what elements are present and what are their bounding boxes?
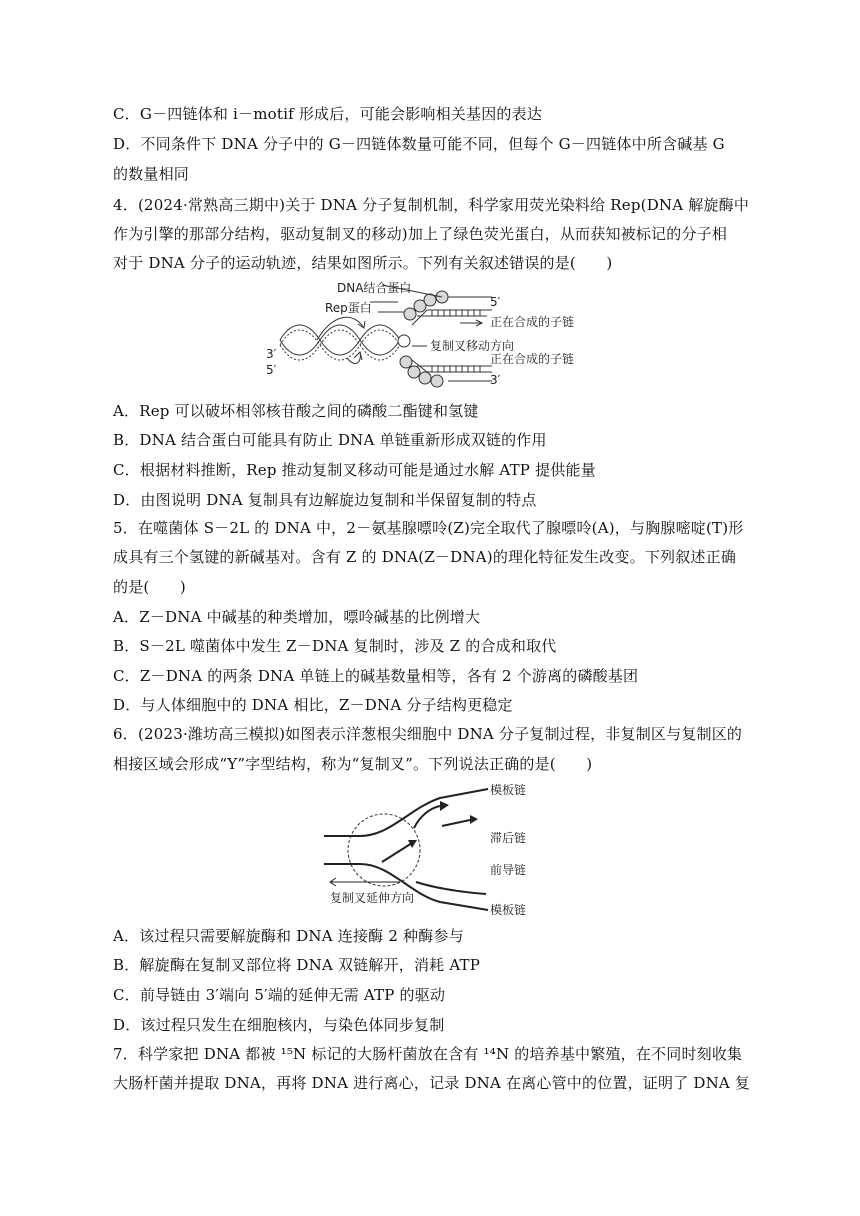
option-5c: C．Z－DNA 的两条 DNA 单链上的碱基数量相等，各有 2 个游离的磷酸基团 bbox=[113, 667, 639, 685]
option-6a: A．该过程只需要解旋酶和 DNA 连接酶 2 种酶参与 bbox=[113, 927, 464, 945]
option-6c: C．前导链由 3′端向 5′端的延伸无需 ATP 的驱动 bbox=[113, 986, 446, 1004]
label-left-3: 3′ bbox=[266, 347, 277, 361]
figure-rep-fork bbox=[262, 280, 622, 392]
label-new-strand-bottom: 正在合成的子链 bbox=[490, 352, 575, 366]
dna-helix bbox=[280, 317, 400, 363]
option-6b: B．解旋酶在复制叉部位将 DNA 双链解开，消耗 ATP bbox=[113, 956, 481, 974]
label-3-bottom: 3′ bbox=[490, 373, 501, 387]
question-4-stem: 4．(2024·常熟高三期中)关于 DNA 分子复制机制，科学家用荧光染料给 Rep(DNA 解旋酶中 bbox=[113, 196, 750, 214]
option-4a: A．Rep 可以破坏相邻核苷酸之间的磷酸二酯键和氢键 bbox=[113, 402, 479, 420]
option-5a: A．Z－DNA 中碱基的种类增加，嘌呤碱基的比例增大 bbox=[113, 608, 481, 626]
extension-arrow bbox=[330, 878, 400, 886]
label-left-5: 5′ bbox=[266, 363, 277, 377]
option-3c: C．G－四链体和 i－motif 形成后，可能会影响相关基因的表达 bbox=[113, 105, 543, 123]
question-7-stem-2: 大肠杆菌并提取 DNA，再将 DNA 进行离心，记录 DNA 在离心管中的位置，证明了 DNA 复 bbox=[113, 1074, 751, 1092]
label-dna-binding-protein: DNA结合蛋白 bbox=[337, 281, 412, 295]
label-new-strand-top: 正在合成的子链 bbox=[490, 315, 575, 329]
fork-circle bbox=[348, 814, 420, 886]
question-7-stem: 7．科学家把 DNA 都被 ¹⁵N 标记的大肠杆菌放在含有 ¹⁴N 的培养基中繁殖，在不同时刻收集 bbox=[113, 1045, 743, 1063]
question-4-stem-3: 对于 DNA 分子的运动轨迹，结果如图所示。下列有关叙述错误的是( ) bbox=[113, 254, 613, 272]
question-4-stem-2: 作为引擎的那部分结构，驱动复制叉的移动)加上了绿色荧光蛋白，从而获知被标记的分子相 bbox=[113, 225, 728, 243]
rep-protein-circle bbox=[398, 335, 410, 347]
question-6-stem: 6．(2023·潍坊高三模拟)如图表示洋葱根尖细胞中 DNA 分子复制过程，非复制区与复制区的 bbox=[113, 725, 743, 743]
question-5-stem: 5．在噬菌体 S－2L 的 DNA 中，2－氨基腺嘌呤(Z)完全取代了腺嘌呤(A)，与胸腺嘧啶(T)形 bbox=[113, 519, 744, 537]
question-5-stem-2: 成具有三个氢键的新碱基对。含有 Z 的 DNA(Z－DNA)的理化特征发生改变。下列叙述正确 bbox=[113, 548, 737, 566]
option-3d: D．不同条件下 DNA 分子中的 G－四链体数量可能不同，但每个 G－四链体中所含碱基 G bbox=[113, 135, 725, 153]
figure-y-fork bbox=[320, 778, 550, 920]
option-5b: B．S－2L 噬菌体中发生 Z－DNA 复制时，涉及 Z 的合成和取代 bbox=[113, 637, 557, 655]
label-fork-direction: 复制叉移动方向 bbox=[430, 339, 515, 353]
option-5d: D．与人体细胞中的 DNA 相比，Z－DNA 分子结构更稳定 bbox=[113, 696, 513, 714]
label-rep-protein: Rep蛋白 bbox=[325, 301, 372, 315]
question-5-stem-3: 的是( ) bbox=[113, 578, 186, 596]
label-fork-extension: 复制叉延伸方向 bbox=[330, 891, 415, 905]
option-4d: D．由图说明 DNA 复制具有边解旋边复制和半保留复制的特点 bbox=[113, 491, 537, 509]
label-5-top: 5′ bbox=[490, 295, 501, 309]
option-6d: D．该过程只发生在细胞核内，与染色体同步复制 bbox=[113, 1016, 445, 1034]
option-4b: B．DNA 结合蛋白可能具有防止 DNA 单链重新形成双链的作用 bbox=[113, 431, 547, 449]
label-leading: 前导链 bbox=[490, 863, 527, 877]
label-template-bottom: 模板链 bbox=[490, 903, 527, 917]
option-4c: C．根据材料推断，Rep 推动复制叉移动可能是通过水解 ATP 提供能量 bbox=[113, 461, 596, 479]
label-template-top: 模板链 bbox=[490, 783, 527, 797]
question-6-stem-2: 相接区域会形成“Y”字型结构，称为“复制叉”。下列说法正确的是( ) bbox=[113, 755, 593, 773]
option-3d-cont: 的数量相同 bbox=[113, 165, 190, 183]
label-lagging: 滞后链 bbox=[490, 831, 527, 845]
